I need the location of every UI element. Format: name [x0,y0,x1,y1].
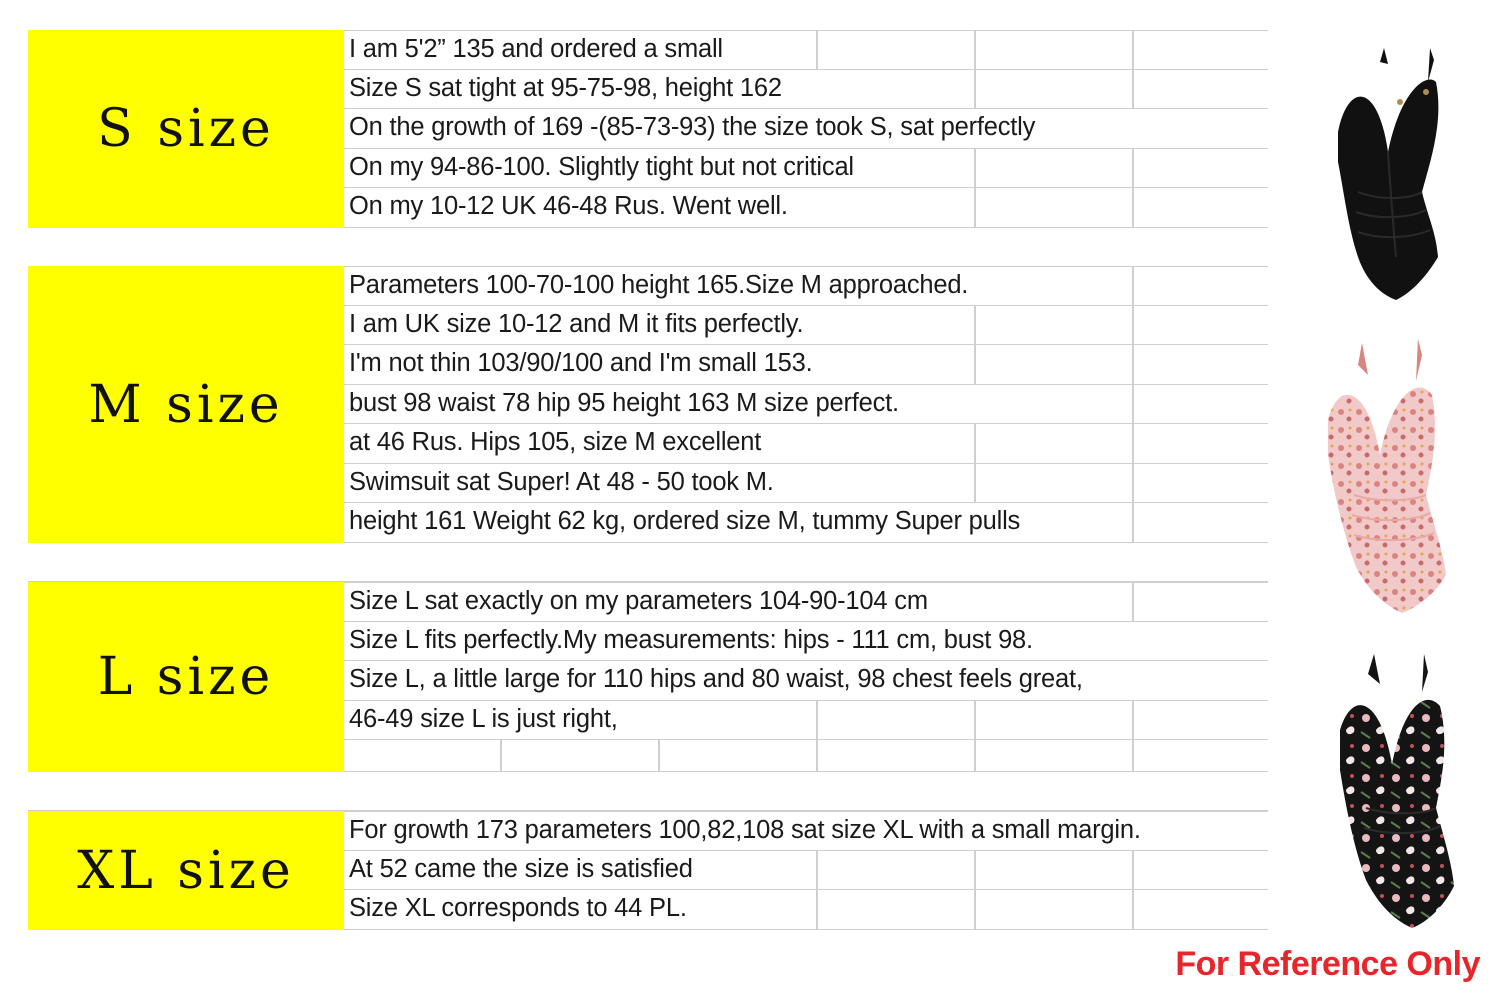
reference-footnote: For Reference Only [1175,945,1480,983]
review-text: On the growth of 169 -(85-73-93) the size took S, sat perfectly [349,113,1036,141]
review-row [344,811,1268,851]
size-block-m [28,266,1268,543]
review-row [344,385,1268,425]
review-text: Size L, a little large for 110 hips and 80 waist, 98 chest feels great, [349,665,1083,693]
black-swimsuit-image [1318,42,1458,304]
size-label-s: S size [28,30,344,228]
review-text: I'm not thin 103/90/100 and I'm small 153. [349,349,813,377]
review-text: height 161 Weight 62 kg, ordered size M, tummy Super pulls [349,507,1021,535]
review-text: Size L sat exactly on my parameters 104-90-104 cm [349,587,928,615]
review-row [344,851,1268,891]
review-row [344,306,1268,346]
review-rows-xl [344,811,1268,930]
review-text: Size L fits perfectly.My measurements: hips - 111 cm, bust 98. [349,625,1033,654]
review-rows-s [344,30,1268,228]
review-text: At 52 came the size is satisfied [349,854,693,883]
review-text: at 46 Rus. Hips 105, size M excellent [349,428,762,456]
review-row [344,149,1268,189]
review-row [344,701,1268,741]
review-text: Size XL corresponds to 44 PL. [349,894,687,922]
review-text: On my 10-12 UK 46-48 Rus. Went well. [349,192,788,220]
pink-leopard-swimsuit-image [1318,335,1463,615]
size-label-xl: XL size [28,811,344,930]
review-row [344,740,1268,772]
review-rows-l [344,582,1268,772]
review-row [344,503,1268,543]
review-text: For growth 173 parameters 100,82,108 sat size XL with a small margin. [349,816,1141,844]
size-label-m: M size [28,266,344,543]
size-label-l: L size [28,582,344,772]
review-row [344,345,1268,385]
review-text: I am 5'2” 135 and ordered a small [349,35,723,63]
review-text: 46-49 size L is just right, [349,704,618,733]
review-row [344,70,1268,110]
review-text: Size S sat tight at 95-75-98, height 162 [349,73,782,102]
review-text: Swimsuit sat Super! At 48 - 50 took M. [349,467,774,496]
size-block-s [28,30,1268,228]
review-text: On my 94-86-100. Slightly tight but not critical [349,152,854,181]
review-row [344,661,1268,701]
review-row [344,622,1268,662]
size-block-xl [28,811,1268,930]
review-row [344,464,1268,504]
review-row [344,890,1268,930]
review-row [344,109,1268,149]
review-text: I am UK size 10-12 and M it fits perfectly. [349,309,804,338]
review-row [344,424,1268,464]
review-row [344,188,1268,228]
review-text: bust 98 waist 78 hip 95 height 163 M size perfect. [349,388,899,417]
review-row [344,582,1268,622]
black-floral-swimsuit-image [1328,650,1468,930]
size-block-l [28,582,1268,772]
review-row [344,266,1268,306]
review-text: Parameters 100-70-100 height 165.Size M approached. [349,271,969,299]
review-rows-m [344,266,1268,543]
review-row [344,30,1268,70]
section-gap [28,772,1268,811]
section-gap [28,543,1268,582]
section-gap [28,228,1268,267]
